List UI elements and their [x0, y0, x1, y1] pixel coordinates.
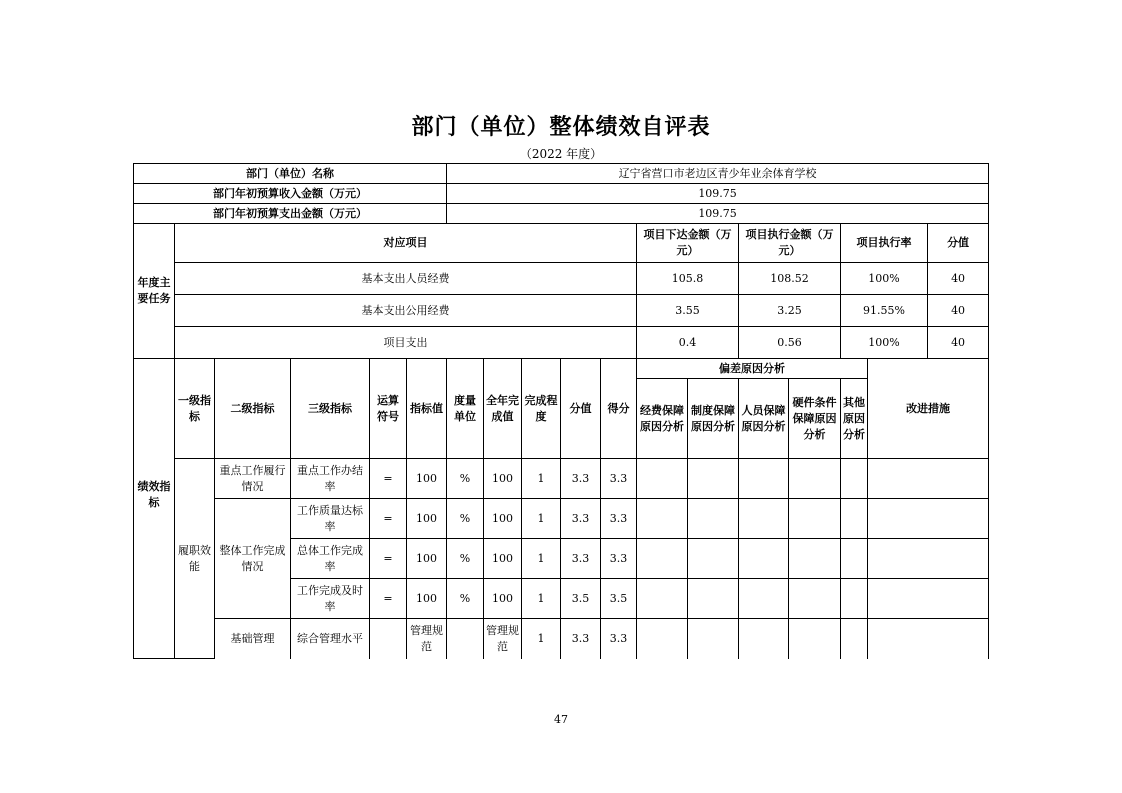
completion-degree: 1 [522, 499, 561, 539]
tasks-section-label: 年度主要任务 [134, 224, 175, 359]
task-item: 基本支出人员经费 [175, 263, 637, 295]
task-rate: 100% [841, 327, 928, 359]
actual-value: 管理规范 [484, 619, 522, 659]
dev-other-cell [841, 579, 868, 619]
dev-hardware-cell [789, 619, 841, 659]
dev-personnel-cell [739, 499, 789, 539]
operator [370, 619, 407, 659]
level3-item: 总体工作完成率 [291, 539, 370, 579]
perf-header-dev-personnel: 人员保障原因分析 [739, 379, 789, 459]
level1-value: 履职效能 [175, 459, 215, 659]
page-number: 47 [554, 713, 568, 726]
level3-item: 工作质量达标率 [291, 499, 370, 539]
perf-header-actual: 全年完成值 [484, 359, 522, 459]
perf-header-level3: 三级指标 [291, 359, 370, 459]
unit: % [447, 499, 484, 539]
expense-value: 109.75 [447, 204, 989, 224]
improvement-cell [868, 459, 989, 499]
dev-other-cell [841, 619, 868, 659]
dev-funding-cell [637, 619, 688, 659]
level2-group: 重点工作履行情况 [215, 459, 291, 499]
task-score-value: 40 [928, 327, 989, 359]
perf-header-dev-system: 制度保障原因分析 [688, 379, 739, 459]
score: 3.5 [601, 579, 637, 619]
completion-degree: 1 [522, 579, 561, 619]
dept-name-value: 辽宁省营口市老边区青少年业余体育学校 [447, 164, 989, 184]
improvement-cell [868, 619, 989, 659]
level2-group: 基础管理 [215, 619, 291, 659]
tasks-header-rate: 项目执行率 [841, 224, 928, 263]
score-value: 3.5 [561, 579, 601, 619]
level3-item: 工作完成及时率 [291, 579, 370, 619]
task-row [134, 327, 989, 359]
perf-header-operator: 运算符号 [370, 359, 407, 459]
dev-system-cell [688, 459, 739, 499]
dev-hardware-cell [789, 539, 841, 579]
improvement-cell [868, 539, 989, 579]
performance-section-label: 绩效指标 [134, 359, 175, 659]
operator: = [370, 579, 407, 619]
indicator-row [134, 499, 989, 539]
target-value: 100 [407, 459, 447, 499]
dev-other-cell [841, 539, 868, 579]
level3-item: 综合管理水平 [291, 619, 370, 659]
task-rate: 91.55% [841, 295, 928, 327]
task-item: 基本支出公用经费 [175, 295, 637, 327]
task-rate: 100% [841, 263, 928, 295]
expense-label: 部门年初预算支出金额（万元） [134, 204, 447, 224]
target-value: 管理规范 [407, 619, 447, 659]
indicator-row [134, 459, 989, 499]
task-executed: 0.56 [739, 327, 841, 359]
score-value: 3.3 [561, 459, 601, 499]
target-value: 100 [407, 539, 447, 579]
indicator-row [134, 619, 989, 659]
tasks-header-issued: 项目下达金额（万元） [637, 224, 739, 263]
perf-header-score: 得分 [601, 359, 637, 459]
dev-other-cell [841, 459, 868, 499]
score: 3.3 [601, 619, 637, 659]
actual-value: 100 [484, 579, 522, 619]
dev-hardware-cell [789, 579, 841, 619]
task-issued: 105.8 [637, 263, 739, 295]
actual-value: 100 [484, 459, 522, 499]
improvement-cell [868, 579, 989, 619]
unit: % [447, 539, 484, 579]
dev-funding-cell [637, 579, 688, 619]
unit: % [447, 459, 484, 499]
level2-group: 整体工作完成情况 [215, 499, 291, 619]
task-issued: 0.4 [637, 327, 739, 359]
operator: = [370, 459, 407, 499]
perf-header-score-value: 分值 [561, 359, 601, 459]
perf-header-dev-other: 其他原因分析 [841, 379, 868, 459]
actual-value: 100 [484, 539, 522, 579]
perf-header-dev-hardware: 硬件条件保障原因分析 [789, 379, 841, 459]
dev-personnel-cell [739, 459, 789, 499]
perf-header-improvement: 改进措施 [868, 359, 989, 459]
dev-personnel-cell [739, 619, 789, 659]
dev-funding-cell [637, 459, 688, 499]
score-value: 3.3 [561, 499, 601, 539]
level3-item: 重点工作办结率 [291, 459, 370, 499]
unit [447, 619, 484, 659]
task-executed: 3.25 [739, 295, 841, 327]
dev-hardware-cell [789, 499, 841, 539]
income-value: 109.75 [447, 184, 989, 204]
perf-header-level2: 二级指标 [215, 359, 291, 459]
perf-header-deviation: 偏差原因分析 [637, 359, 868, 379]
perf-header-target: 指标值 [407, 359, 447, 459]
perf-header-unit: 度量单位 [447, 359, 484, 459]
dev-system-cell [688, 579, 739, 619]
score-value: 3.3 [561, 619, 601, 659]
income-label: 部门年初预算收入金额（万元） [134, 184, 447, 204]
dev-other-cell [841, 499, 868, 539]
completion-degree: 1 [522, 459, 561, 499]
task-executed: 108.52 [739, 263, 841, 295]
dev-funding-cell [637, 539, 688, 579]
target-value: 100 [407, 499, 447, 539]
completion-degree: 1 [522, 539, 561, 579]
actual-value: 100 [484, 499, 522, 539]
self-evaluation-table [133, 163, 989, 659]
completion-degree: 1 [522, 619, 561, 659]
dev-personnel-cell [739, 539, 789, 579]
operator: = [370, 539, 407, 579]
perf-header-dev-funding: 经费保障原因分析 [637, 379, 688, 459]
score: 3.3 [601, 539, 637, 579]
dev-system-cell [688, 619, 739, 659]
document-year: （2022 年度） [519, 147, 603, 161]
document-title: 部门（单位）整体绩效自评表 [411, 115, 711, 140]
task-score-value: 40 [928, 263, 989, 295]
score: 3.3 [601, 459, 637, 499]
tasks-header-score-value: 分值 [928, 224, 989, 263]
dept-name-label: 部门（单位）名称 [134, 164, 447, 184]
improvement-cell [868, 499, 989, 539]
unit: % [447, 579, 484, 619]
task-issued: 3.55 [637, 295, 739, 327]
task-score-value: 40 [928, 295, 989, 327]
dev-personnel-cell [739, 579, 789, 619]
dev-system-cell [688, 499, 739, 539]
dev-hardware-cell [789, 459, 841, 499]
task-row [134, 295, 989, 327]
score: 3.3 [601, 499, 637, 539]
target-value: 100 [407, 579, 447, 619]
perf-header-degree: 完成程度 [522, 359, 561, 459]
tasks-header-executed: 项目执行金额（万元） [739, 224, 841, 263]
perf-header-level1: 一级指标 [175, 359, 215, 459]
dev-system-cell [688, 539, 739, 579]
score-value: 3.3 [561, 539, 601, 579]
dev-funding-cell [637, 499, 688, 539]
task-row [134, 263, 989, 295]
tasks-header-item: 对应项目 [175, 224, 637, 263]
task-item: 项目支出 [175, 327, 637, 359]
operator: = [370, 499, 407, 539]
